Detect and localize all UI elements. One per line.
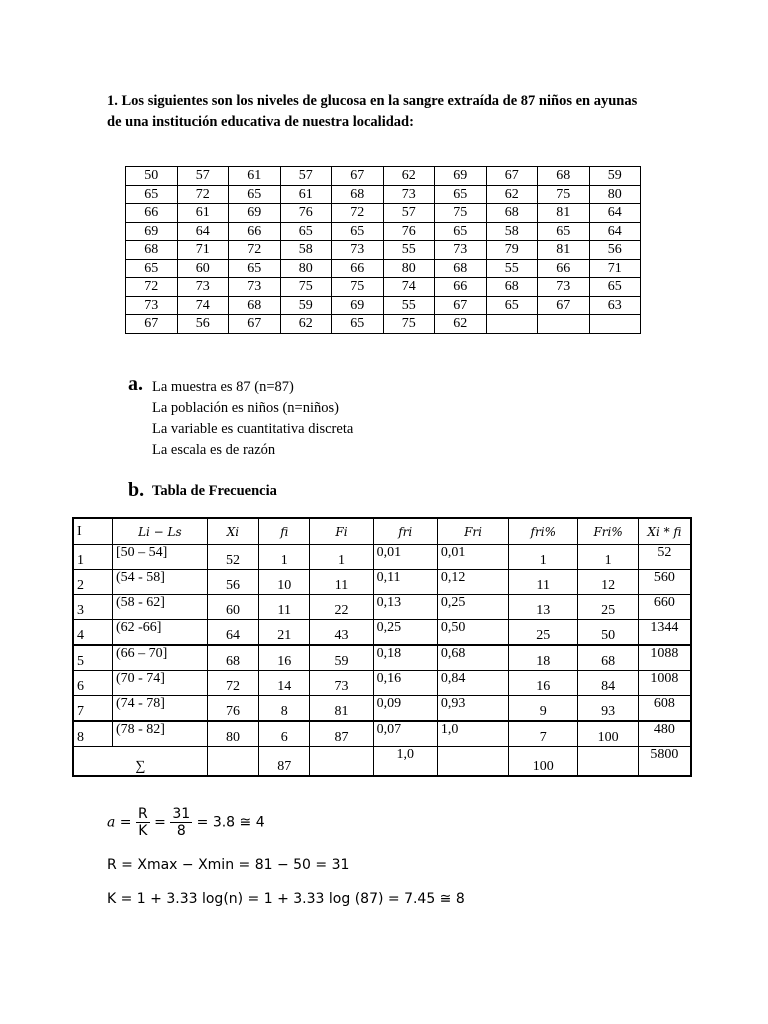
raw-data-cell: 75 <box>280 278 332 297</box>
frequency-cell: 1,0 <box>437 721 508 747</box>
formula-amplitude <box>107 806 265 839</box>
raw-data-cell: 61 <box>229 167 281 186</box>
frequency-cell: 16 <box>509 671 578 696</box>
frequency-cell: 0,68 <box>437 645 508 671</box>
frequency-cell: 7 <box>73 696 112 722</box>
frequency-cell: 21 <box>259 620 310 646</box>
frequency-cell: 1 <box>310 545 373 570</box>
totals-fri-pct: 100 <box>509 747 578 777</box>
frequency-cell: 0,11 <box>373 570 437 595</box>
raw-data-cell: 69 <box>126 222 178 241</box>
raw-data-cell: 80 <box>280 259 332 278</box>
raw-data-cell: 68 <box>486 204 538 223</box>
raw-data-cell: 66 <box>435 278 487 297</box>
frequency-cell: (78 - 82] <box>112 721 207 747</box>
raw-data-cell: 57 <box>280 167 332 186</box>
raw-data-cell: 65 <box>435 185 487 204</box>
frequency-cell: 11 <box>310 570 373 595</box>
raw-data-cell <box>538 315 590 334</box>
frequency-header-cell: fi <box>259 518 310 545</box>
frequency-cell: 22 <box>310 595 373 620</box>
frequency-header-cell: I <box>73 518 112 545</box>
raw-data-cell: 67 <box>126 315 178 334</box>
raw-data-cell: 65 <box>332 222 384 241</box>
totals-fi: 87 <box>259 747 310 777</box>
raw-data-cell: 59 <box>280 296 332 315</box>
raw-data-cell: 68 <box>435 259 487 278</box>
frequency-cell: 0,25 <box>373 620 437 646</box>
frequency-header-cell: Fi <box>310 518 373 545</box>
raw-data-cell: 58 <box>486 222 538 241</box>
frequency-row <box>73 545 691 570</box>
raw-data-cell: 64 <box>177 222 229 241</box>
raw-data-cell: 62 <box>435 315 487 334</box>
raw-data-cell: 65 <box>435 222 487 241</box>
raw-data-cell: 69 <box>435 167 487 186</box>
frequency-cell: 93 <box>578 696 638 722</box>
frequency-cell: 18 <box>509 645 578 671</box>
raw-data-cell: 66 <box>538 259 590 278</box>
raw-data-row <box>126 259 641 278</box>
frequency-cell: 4 <box>73 620 112 646</box>
raw-data-cell: 67 <box>229 315 281 334</box>
frequency-cell: (66 – 70] <box>112 645 207 671</box>
raw-data-cell: 75 <box>538 185 590 204</box>
frequency-cell: 1088 <box>638 645 691 671</box>
frequency-cell: 0,07 <box>373 721 437 747</box>
formula-sturges: K = 1 + 3.33 log(n) = 1 + 3.33 log (87) = 7.45 ≅ 8 <box>107 891 465 907</box>
raw-data-cell: 60 <box>177 259 229 278</box>
raw-data-cell: 66 <box>229 222 281 241</box>
frequency-header-cell: Xi <box>207 518 258 545</box>
raw-data-cell: 56 <box>177 315 229 334</box>
frequency-cell: 1 <box>509 545 578 570</box>
raw-data-row <box>126 315 641 334</box>
frequency-cell: 0,84 <box>437 671 508 696</box>
totals-empty <box>578 747 638 777</box>
frequency-header-cell: fri% <box>509 518 578 545</box>
frequency-cell: 0,16 <box>373 671 437 696</box>
frequency-cell: 84 <box>578 671 638 696</box>
raw-data-cell: 63 <box>589 296 641 315</box>
raw-data-row <box>126 167 641 186</box>
question-text <box>107 91 667 133</box>
frequency-cell: (70 - 74] <box>112 671 207 696</box>
raw-data-row <box>126 204 641 223</box>
frequency-cell: (58 - 62] <box>112 595 207 620</box>
frequency-cell: 10 <box>259 570 310 595</box>
frequency-header-cell: Fri <box>437 518 508 545</box>
frequency-cell: 0,01 <box>373 545 437 570</box>
fraction-denominator: K <box>138 823 148 839</box>
raw-data-cell: 74 <box>177 296 229 315</box>
frequency-cell: 52 <box>638 545 691 570</box>
fraction-numerator: 31 <box>172 806 191 822</box>
raw-data-cell: 72 <box>126 278 178 297</box>
frequency-cell: 52 <box>207 545 258 570</box>
frequency-cell: 560 <box>638 570 691 595</box>
frequency-cell: 1008 <box>638 671 691 696</box>
raw-data-cell: 68 <box>126 241 178 260</box>
frequency-cell: 1 <box>259 545 310 570</box>
raw-data-cell: 55 <box>383 241 435 260</box>
frequency-cell: 0,12 <box>437 570 508 595</box>
frequency-cell: 56 <box>207 570 258 595</box>
frequency-totals-row <box>73 747 691 777</box>
frequency-row <box>73 570 691 595</box>
frequency-cell: 59 <box>310 645 373 671</box>
frequency-row <box>73 645 691 671</box>
frequency-cell: 6 <box>73 671 112 696</box>
raw-data-cell: 75 <box>435 204 487 223</box>
frequency-row <box>73 696 691 722</box>
raw-data-cell: 73 <box>126 296 178 315</box>
frequency-cell: 0,13 <box>373 595 437 620</box>
frequency-cell: 2 <box>73 570 112 595</box>
frequency-row <box>73 620 691 646</box>
raw-data-row <box>126 185 641 204</box>
frequency-cell: 25 <box>578 595 638 620</box>
raw-data-cell: 61 <box>177 204 229 223</box>
frequency-header-cell: fri <box>373 518 437 545</box>
frequency-cell: 0,01 <box>437 545 508 570</box>
frequency-cell: 11 <box>509 570 578 595</box>
raw-data-cell: 68 <box>538 167 590 186</box>
raw-data-cell <box>589 315 641 334</box>
raw-data-cell: 73 <box>332 241 384 260</box>
raw-data-row <box>126 278 641 297</box>
raw-data-cell: 73 <box>435 241 487 260</box>
part-a-line: La muestra es 87 (n=87) <box>152 379 294 395</box>
raw-data-cell: 72 <box>229 241 281 260</box>
raw-data-cell: 65 <box>486 296 538 315</box>
raw-data-cell: 81 <box>538 241 590 260</box>
fraction-r-over-k <box>136 806 150 839</box>
frequency-cell: 72 <box>207 671 258 696</box>
raw-data-cell: 71 <box>589 259 641 278</box>
raw-data-cell: 75 <box>332 278 384 297</box>
raw-data-row <box>126 222 641 241</box>
raw-data-row <box>126 241 641 260</box>
raw-data-cell: 62 <box>383 167 435 186</box>
raw-data-cell: 72 <box>332 204 384 223</box>
totals-sigma: ∑ <box>73 747 207 777</box>
question-line-1: 1. Los siguientes son los niveles de glucosa en la sangre extraída de 87 niños en ayunas <box>107 93 638 109</box>
raw-data-cell: 81 <box>538 204 590 223</box>
raw-data-cell: 65 <box>538 222 590 241</box>
raw-data-cell: 73 <box>538 278 590 297</box>
frequency-cell: 43 <box>310 620 373 646</box>
frequency-cell: 0,18 <box>373 645 437 671</box>
frequency-cell: 3 <box>73 595 112 620</box>
frequency-header-cell: Fri% <box>578 518 638 545</box>
frequency-cell: (54 - 58] <box>112 570 207 595</box>
frequency-cell: 76 <box>207 696 258 722</box>
frequency-cell: 1 <box>578 545 638 570</box>
raw-data-cell: 76 <box>383 222 435 241</box>
raw-data-cell: 75 <box>383 315 435 334</box>
frequency-cell: 1 <box>73 545 112 570</box>
raw-data-cell: 65 <box>589 278 641 297</box>
frequency-cell: 100 <box>578 721 638 747</box>
frequency-cell: 608 <box>638 696 691 722</box>
frequency-row <box>73 721 691 747</box>
frequency-header-cell: Xi * fi <box>638 518 691 545</box>
frequency-cell: 660 <box>638 595 691 620</box>
frequency-cell: 87 <box>310 721 373 747</box>
frequency-cell: 0,25 <box>437 595 508 620</box>
part-a-line: La escala es de razón <box>152 442 276 458</box>
raw-data-cell: 68 <box>486 278 538 297</box>
raw-data-cell: 66 <box>332 259 384 278</box>
frequency-cell: 0,09 <box>373 696 437 722</box>
frequency-cell: (62 -66] <box>112 620 207 646</box>
frequency-cell: 480 <box>638 721 691 747</box>
raw-data-cell: 65 <box>229 185 281 204</box>
raw-data-cell: 73 <box>229 278 281 297</box>
part-a-line: La población es niños (n=niños) <box>152 400 339 416</box>
part-b-label: b. <box>128 479 145 501</box>
raw-data-cell: 65 <box>280 222 332 241</box>
frequency-cell: 0,93 <box>437 696 508 722</box>
raw-data-cell: 50 <box>126 167 178 186</box>
frequency-header-row <box>73 518 691 545</box>
frequency-row <box>73 671 691 696</box>
frequency-cell: 0,50 <box>437 620 508 646</box>
totals-empty <box>207 747 258 777</box>
totals-xifi: 5800 <box>638 747 691 777</box>
raw-data-cell: 72 <box>177 185 229 204</box>
raw-data-cell: 65 <box>229 259 281 278</box>
equals-sign: = <box>154 814 166 831</box>
frequency-cell: 60 <box>207 595 258 620</box>
raw-data-cell: 73 <box>177 278 229 297</box>
frequency-cell: 1344 <box>638 620 691 646</box>
frequency-header-cell: Li − Ls <box>112 518 207 545</box>
frequency-cell: 25 <box>509 620 578 646</box>
raw-data-cell: 61 <box>280 185 332 204</box>
frequency-cell: 73 <box>310 671 373 696</box>
fraction-31-over-8 <box>170 806 192 839</box>
frequency-cell: 68 <box>578 645 638 671</box>
raw-data-cell: 68 <box>332 185 384 204</box>
part-a-list <box>152 377 353 461</box>
frequency-cell: 5 <box>73 645 112 671</box>
raw-data-cell: 62 <box>280 315 332 334</box>
raw-data-cell: 65 <box>126 185 178 204</box>
frequency-cell: 11 <box>259 595 310 620</box>
raw-data-cell: 66 <box>126 204 178 223</box>
raw-data-cell: 65 <box>126 259 178 278</box>
frequency-cell: 64 <box>207 620 258 646</box>
raw-data-cell: 76 <box>280 204 332 223</box>
raw-data-cell: 65 <box>332 315 384 334</box>
raw-data-cell: 67 <box>332 167 384 186</box>
frequency-row <box>73 595 691 620</box>
totals-fri: 1,0 <box>373 747 437 777</box>
raw-data-cell <box>486 315 538 334</box>
formula-range: R = Xmax − Xmin = 81 − 50 = 31 <box>107 857 350 873</box>
raw-data-cell: 59 <box>589 167 641 186</box>
raw-data-row <box>126 296 641 315</box>
frequency-table <box>72 517 692 777</box>
raw-data-cell: 62 <box>486 185 538 204</box>
fraction-denominator: 8 <box>176 823 186 839</box>
frequency-cell: 13 <box>509 595 578 620</box>
fraction-numerator: R <box>137 806 148 822</box>
raw-data-table <box>125 166 641 334</box>
frequency-cell: 50 <box>578 620 638 646</box>
raw-data-cell: 69 <box>332 296 384 315</box>
frequency-cell: 12 <box>578 570 638 595</box>
frequency-cell: 16 <box>259 645 310 671</box>
raw-data-cell: 64 <box>589 204 641 223</box>
raw-data-cell: 74 <box>383 278 435 297</box>
totals-empty <box>310 747 373 777</box>
frequency-cell: 6 <box>259 721 310 747</box>
formula-a-result: = 3.8 ≅ 4 <box>196 814 265 831</box>
totals-empty <box>437 747 508 777</box>
frequency-cell: (74 - 78] <box>112 696 207 722</box>
raw-data-cell: 58 <box>280 241 332 260</box>
part-b-title: Tabla de Frecuencia <box>152 483 277 499</box>
raw-data-cell: 79 <box>486 241 538 260</box>
question-line-2: de una institución educativa de nuestra localidad: <box>107 114 414 130</box>
frequency-cell: 8 <box>73 721 112 747</box>
frequency-cell: 81 <box>310 696 373 722</box>
raw-data-cell: 55 <box>486 259 538 278</box>
raw-data-cell: 55 <box>383 296 435 315</box>
raw-data-cell: 80 <box>589 185 641 204</box>
raw-data-cell: 57 <box>383 204 435 223</box>
raw-data-cell: 67 <box>486 167 538 186</box>
frequency-cell: 9 <box>509 696 578 722</box>
raw-data-cell: 67 <box>435 296 487 315</box>
part-a-label: a. <box>128 373 143 395</box>
formula-a-lhs: a = <box>107 814 132 831</box>
raw-data-cell: 57 <box>177 167 229 186</box>
frequency-cell: 14 <box>259 671 310 696</box>
raw-data-cell: 64 <box>589 222 641 241</box>
raw-data-cell: 80 <box>383 259 435 278</box>
frequency-cell: [50 – 54] <box>112 545 207 570</box>
raw-data-cell: 68 <box>229 296 281 315</box>
frequency-cell: 7 <box>509 721 578 747</box>
frequency-cell: 80 <box>207 721 258 747</box>
raw-data-cell: 69 <box>229 204 281 223</box>
raw-data-cell: 56 <box>589 241 641 260</box>
raw-data-cell: 73 <box>383 185 435 204</box>
raw-data-cell: 67 <box>538 296 590 315</box>
frequency-cell: 68 <box>207 645 258 671</box>
raw-data-cell: 71 <box>177 241 229 260</box>
frequency-cell: 8 <box>259 696 310 722</box>
part-a-line: La variable es cuantitativa discreta <box>152 421 354 437</box>
